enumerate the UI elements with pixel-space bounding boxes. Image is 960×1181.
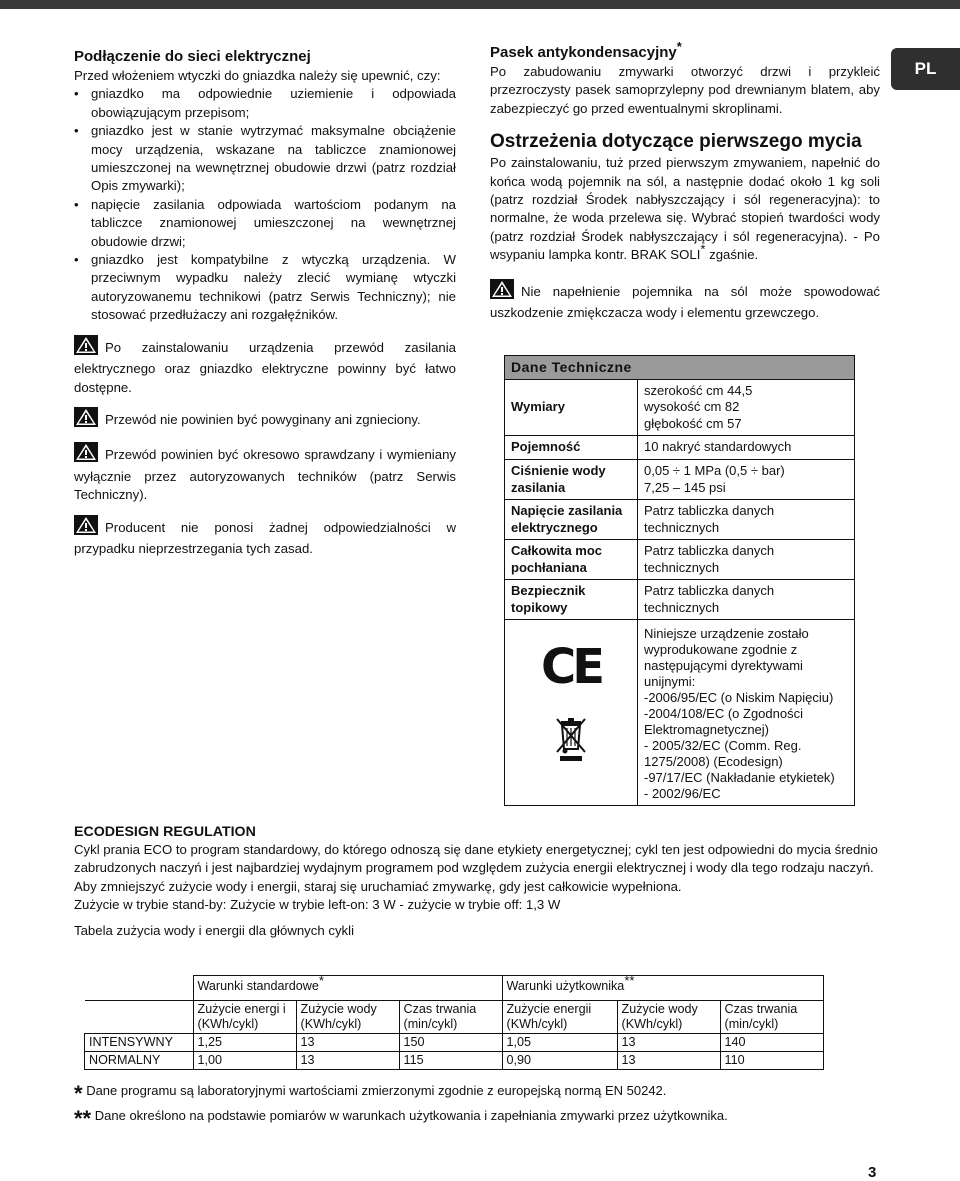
warning-text: Przewód powinien być okresowo sprawdzany i wymieniany wyłącznie przez autoryzowanych techników (patrz Serwis Techniczny). (74, 447, 456, 503)
user-title: Warunki użytkownika (506, 979, 625, 993)
column-header: Czas trwania (min/cykl) (399, 1001, 502, 1034)
row-label: INTENSYWNY (85, 1034, 194, 1052)
tech-label: Ciśnienie wody zasilania (505, 460, 638, 500)
asterisk: * (318, 972, 324, 988)
section-title-anticondensation (490, 39, 880, 63)
footnote-text: Dane programu są laboratoryjnymi wartościami zmierzonymi zgodnie z europejską normą EN 50242. (86, 1083, 667, 1098)
user-conditions-header (502, 972, 823, 1001)
section-title-electrical: Podłączenie do sieci elektrycznej (74, 48, 311, 65)
footnote (74, 1105, 728, 1130)
warning-note (74, 407, 456, 432)
list-item: • gniazdko jest kompatybilne z wtyczką urządzenia. W przeciwnym wypadku należy zlecić wymianę wtyczki autoryzowanemu technikowi (patrz Serwis Techniczny); nie stosować przedłużaczy ani rozgałęźników. (74, 251, 456, 325)
warning-text: Po zainstalowaniu urządzenia przewód zasilania elektrycznego oraz gniazdko elektryczne powinny być łatwo dostępne. (74, 339, 456, 395)
warning-note (74, 335, 456, 397)
warning-icon (74, 407, 98, 432)
asterisk: * (676, 39, 682, 54)
footnote-mark: * (74, 1081, 83, 1106)
ce-mark: CE (540, 639, 601, 695)
list-item: • gniazdko jest w stanie wytrzymać maksymalne obciążenie mocy urządzenia, wskazane na tabliczce znamionowej umieszczonej na wewnętrznej obudowie drzwi (patrz rozdział Opis zmywarki); (74, 122, 456, 196)
list-item: • gniazdko ma odpowiednie uziemienie i odpowiada obowiązującym przepisom; (74, 85, 456, 122)
footnote-mark: ** (74, 1106, 92, 1131)
anticondensation-text: Po zabudowaniu zmywarki otworzyć drzwi i przykleić przezroczysty pasek samoprzylepny pod drewnianym blatem, aby zabezpieczyć go przed ewentualnymi skroplinami. (490, 64, 880, 116)
asterisk: * (700, 241, 706, 257)
row-label: NORMALNY (85, 1052, 194, 1070)
warning-text: Przewód nie powinien być powyginany ani zgnieciony. (105, 411, 421, 427)
table-cell: 115 (399, 1052, 502, 1070)
tech-table-header: Dane Techniczne (505, 356, 855, 380)
column-header: Czas trwania (min/cykl) (720, 1001, 823, 1034)
table-cell: 13 (296, 1052, 399, 1070)
tech-value: Patrz tabliczka danych technicznych (638, 580, 855, 620)
ecodesign-text: Cykl prania ECO to program standardowy, do którego odnoszą się dane etykiety energetycznej; cykl ten jest odpowiedni do mycia średnio zabrudzonych naczyń i jest najbardziej wydajnym programem pod względem zużycia energii elektrycznej i wody dla tego rodzaju naczyń. Aby zmniejszyć zużycie wody i energii, staraj się uruchamiać zmywarkę, gdy jest całkowicie wypełniona. (74, 842, 878, 894)
directives-text: Niniejsze urządzenie zostało wyprodukowane zgodnie z następującymi dyrektywami unijnymi: -2006/95/EC (o Niskim Napięciu) -2004/108/EC (o Zgodności Elektromagnetycznej) - 2005/32/EC (Comm. Reg. 1275/2008) (Ecodesign) -97/17/EC (Nakładanie etykietek) - 2002/96/EC (644, 626, 835, 801)
std-conditions-header (193, 972, 502, 1001)
asterisk: ** (624, 972, 635, 988)
tech-value: 0,05 ÷ 1 MPa (0,5 ÷ bar) 7,25 – 145 psi (638, 460, 855, 500)
table-caption: Tabela zużycia wody i energii dla głównych cykli (74, 923, 355, 939)
page-number: 3 (868, 1164, 877, 1181)
tech-value: Patrz tabliczka danych technicznych (638, 540, 855, 580)
table-cell: 1,00 (193, 1052, 296, 1070)
warning-text: Nie napełnienie pojemnika na sól może spowodować uszkodzenie zmiękczacza wody i elementu grzewczego. (490, 283, 880, 321)
table-cell: 13 (296, 1034, 399, 1052)
ecodesign-title: ECODESIGN REGULATION (74, 824, 256, 840)
table-cell: 13 (617, 1034, 720, 1052)
warning-text: Producent nie ponosi żadnej odpowiedzialności w przypadku nieprzestrzegania tych zasad. (74, 519, 456, 556)
table-cell: 150 (399, 1034, 502, 1052)
column-header: Zużycie wody (KWh/cykl) (296, 1001, 399, 1034)
tech-value: szerokość cm 44,5 wysokość cm 82 głębokość cm 57 (638, 379, 855, 436)
top-bar (0, 0, 960, 9)
tech-value: Patrz tabliczka danych technicznych (638, 500, 855, 540)
footnote (74, 1080, 728, 1105)
column-header: Zużycie wody (KWh/cykl) (617, 1001, 720, 1034)
warning-note (74, 442, 456, 504)
language-tab: PL (891, 48, 960, 90)
table-cell: 0,90 (502, 1052, 617, 1070)
table-cell: 1,05 (502, 1034, 617, 1052)
right-column (490, 39, 880, 322)
tech-label: Wymiary (505, 379, 638, 436)
table-cell: 140 (720, 1034, 823, 1052)
column-header: Zużycie energi i (KWh/cykl) (193, 1001, 296, 1034)
standby-text: Zużycie w trybie stand-by: Zużycie w trybie left-on: 3 W - zużycie w trybie off: 1,3 W (74, 896, 561, 912)
warning-note (490, 279, 880, 323)
tech-label: Bezpiecznik topikowy (505, 580, 638, 620)
warning-icon (490, 279, 514, 304)
list-item: • napięcie zasilania odpowiada wartościom podanym na tabliczce znamionowej umieszczonej na wewnętrznej obudowie drzwi; (74, 196, 456, 251)
title-text: Pasek antykondensacyjny (490, 44, 677, 61)
first-wash-body: Po zainstalowaniu, tuż przed pierwszym zmywaniem, napełnić do końca wodą pojemnik na sól, a następnie dodać około 1 kg soli (patrz rozdział Środek nabłyszczający i sól regeneracyjna): to normalne, że woda przelewa się. Wybrać stopień twardości wody (patrz rozdział Środek nabłyszczający i sól regeneracyjna). - Po wsypaniu lampka kontr. BRAK SOLI (490, 155, 880, 263)
warning-icon (74, 335, 98, 360)
table-cell: 13 (617, 1052, 720, 1070)
warning-icon (74, 515, 98, 540)
warning-note (74, 515, 456, 559)
ecodesign-section (74, 823, 884, 940)
tech-value: 10 nakryć standardowych (638, 436, 855, 460)
warning-icon (74, 442, 98, 467)
footnotes (74, 1080, 728, 1130)
checklist (74, 85, 456, 324)
table-row (85, 1052, 824, 1070)
consumption-table (84, 972, 824, 1070)
section-title-first-wash: Ostrzeżenia dotyczące pierwszego mycia (490, 131, 862, 153)
table-cell: 110 (720, 1052, 823, 1070)
tech-label: Całkowita moc pochłaniana (505, 540, 638, 580)
first-wash-text (490, 154, 880, 264)
tech-data-table (504, 355, 855, 806)
std-title: Warunki standardowe (197, 979, 319, 993)
weee-bin-icon (554, 716, 588, 767)
footnote-text: Dane określono na podstawie pomiarów w warunkach użytkowania i zapełniania zmywarki przez użytkownika. (94, 1108, 728, 1123)
left-column (74, 47, 456, 558)
marks-cell (505, 620, 638, 806)
first-wash-end: zgaśnie. (705, 247, 759, 263)
table-cell: 1,25 (193, 1034, 296, 1052)
tech-label: Pojemność (505, 436, 638, 460)
intro-text: Przed włożeniem wtyczki do gniazdka należy się upewnić, czy: (74, 68, 441, 83)
tech-label: Napięcie zasilania elektrycznego (505, 500, 638, 540)
table-row (85, 1034, 824, 1052)
column-header: Zużycie energii (KWh/cykl) (502, 1001, 617, 1034)
